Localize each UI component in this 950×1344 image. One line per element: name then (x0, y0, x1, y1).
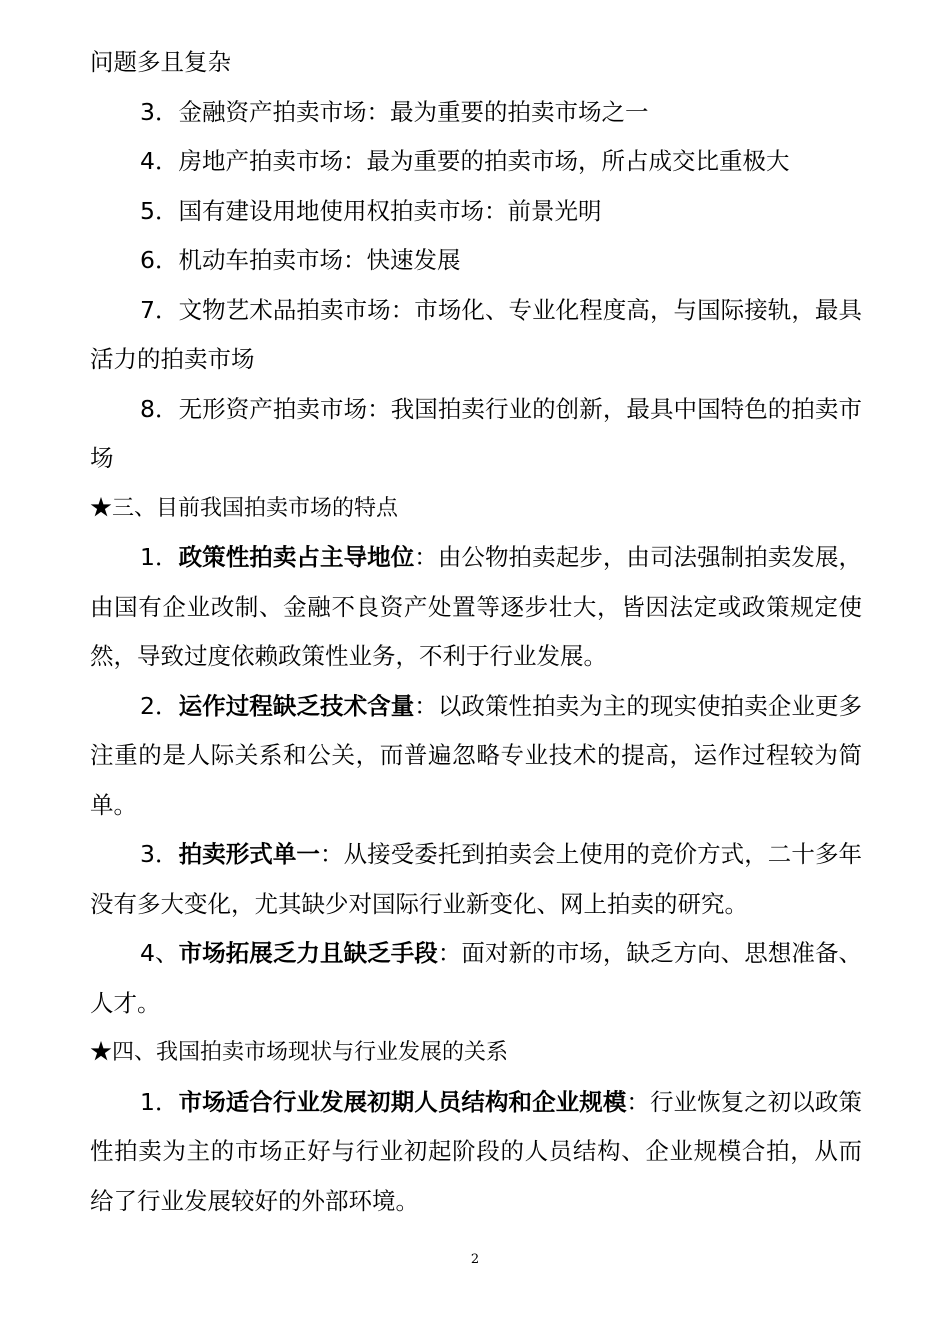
feature-item-title: 拍卖形式单一 (178, 840, 321, 868)
page-number: 2 (470, 1252, 480, 1267)
feature-item-title: 市场拓展乏力且缺乏手段 (178, 939, 438, 967)
feature-item-title: 政策性拍卖占主导地位 (178, 543, 415, 571)
market-item-3: 3．金融资产拍卖市场：最为重要的拍卖市场之一 (140, 97, 649, 126)
feature-item-4 (90, 929, 862, 1028)
continuation-text: 问题多且复杂 (90, 48, 231, 76)
feature-item-2 (90, 682, 862, 831)
feature-item-title: 运作过程缺乏技术含量 (178, 691, 415, 720)
feature-item-number: 3． (140, 840, 179, 868)
market-item-6: 6．机动车拍卖市场：快速发展 (140, 246, 461, 274)
relation-item-1 (90, 1078, 862, 1227)
feature-item-text: ：面对新的市场，缺乏方向、思想准备、人才。 (90, 939, 863, 1017)
market-item-7: 7．文物艺术品拍卖市场：市场化、专业化程度高，与国际接轨，最具活力的拍卖市场 (90, 295, 862, 373)
feature-item-number: 2． (140, 691, 179, 720)
relation-item-number: 1． (140, 1087, 179, 1116)
feature-item-3 (90, 830, 862, 929)
feature-item-text: ：由公物拍卖起步，由司法强制拍卖发展，由国有企业改制、金融不良资产处置等逐步壮大，皆因法定或政策规定使然，导致过度依赖政策性业务，不利于行业发展。 (90, 543, 863, 670)
feature-item-text: ：以政策性拍卖为主的现实使拍卖企业更多注重的是人际关系和公关，而普遍忽略专业技术的提高，运作过程较为简单。 (90, 691, 863, 819)
relation-item-text: ：行业恢复之初以政策性拍卖为主的市场正好与行业初起阶段的人员结构、企业规模合拍，从而给了行业发展较好的外部环境。 (90, 1087, 863, 1215)
section-4-heading: ★四、我国拍卖市场现状与行业发展的关系 (90, 1040, 509, 1065)
section-3-heading: ★三、目前我国拍卖市场的特点 (90, 495, 399, 521)
market-item-4: 4．房地产拍卖市场：最为重要的拍卖市场，所占成交比重极大 (140, 147, 790, 175)
market-item-5: 5．国有建设用地使用权拍卖市场：前景光明 (140, 196, 602, 225)
feature-item-number: 4、 (140, 939, 179, 967)
feature-item-text: ：从接受委托到拍卖会上使用的竞价方式，二十多年没有多大变化，尤其缺少对国际行业新变化、网上拍卖的研究。 (90, 840, 863, 918)
document-page (90, 38, 862, 1226)
relation-item-title: 市场适合行业发展初期人员结构和企业规模 (178, 1087, 627, 1116)
feature-item-1 (90, 533, 862, 682)
feature-item-number: 1． (140, 543, 179, 571)
market-item-8: 8．无形资产拍卖市场：我国拍卖行业的创新，最具中国特色的拍卖市场 (90, 394, 862, 472)
